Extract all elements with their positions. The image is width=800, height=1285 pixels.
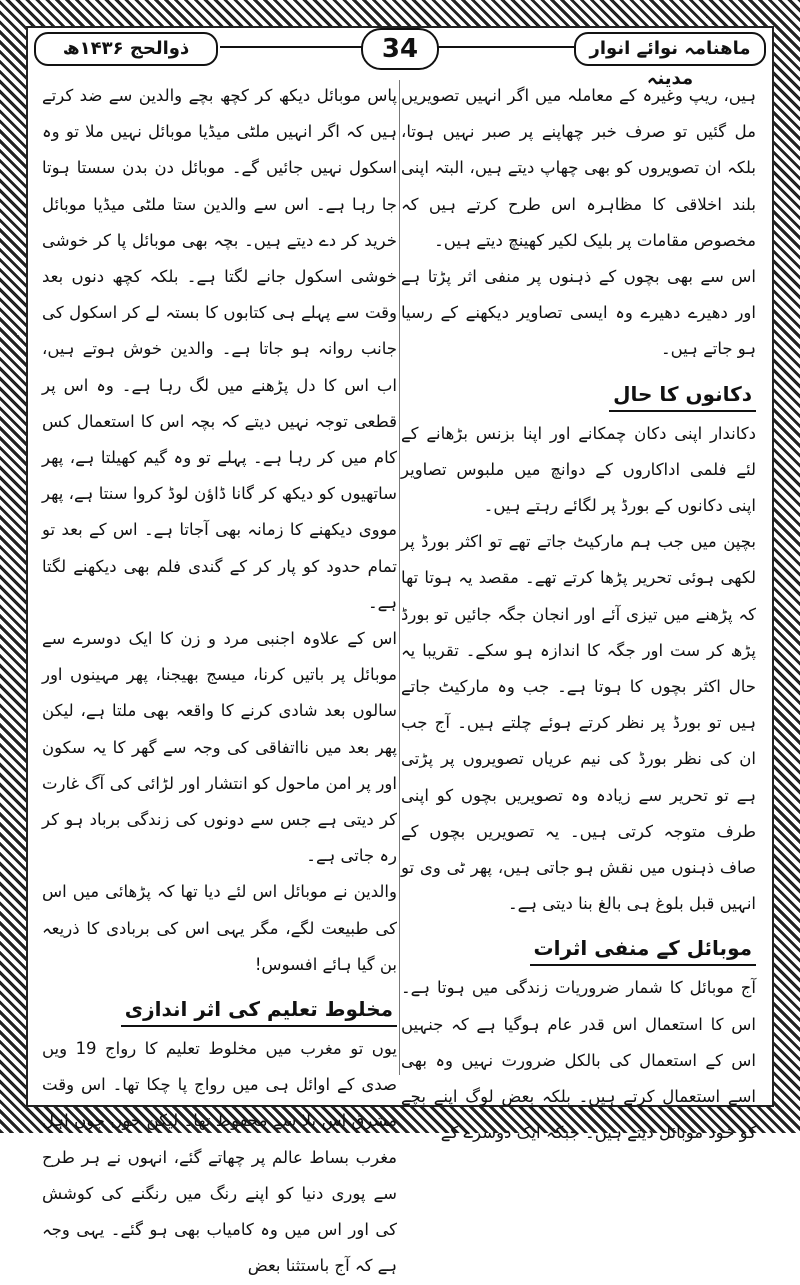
paragraph: والدین نے موبائل اس لئے دیا تھا کہ پڑھائی میں اس کی طبیعت لگے، مگر یہی اس کی بربادی کا ذریعہ بن گیا ہائے افسوس!	[42, 882, 397, 974]
section-heading: موبائل کے منفی اثرات	[530, 932, 756, 966]
paragraph: اس سے بھی بچوں کے ذہنوں پر منفی اثر پڑتا ہے اور دھیرے دھیرے وہ ایسی تصاویر دیکھنے کے رسیا ہو جاتے ہیں۔	[401, 267, 756, 359]
column-divider	[399, 80, 400, 1075]
paragraph: بچپن میں جب ہم مارکیٹ جاتے تھے تو اکثر بورڈ پر لکھی ہوئی تحریر پڑھا کرتے تھے۔ مقصد یہ ہوتا تھا کہ پڑھنے میں تیزی آئے اور انجان جگہ جائیں تو بورڈ پڑھ کر ست اور جگہ کا اندازہ ہو سکے۔ تقریبا یہ حال اکثر بچوں کا ہوتا ہے۔ جب وہ مارکیٹ جاتے ہیں تو بورڈ پر نظر کرتے ہوئے چلتے ہیں۔ آج جب ان کی نظر بورڈ کی نیم عریاں تصویروں پر پڑتی ہے تو تحریر سے زیادہ وہ تصویریں بچوں کو اپنی طرف متوجہ کرتی ہیں۔ یہ تصویریں بچوں کے صاف ذہنوں میں نقش ہو جاتی ہیں، پھر ٹی وی تو انہیں قبل بلوغ ہی بالغ بنا دیتی ہے۔	[401, 532, 756, 914]
page-number: 34	[361, 28, 439, 70]
page-header	[30, 28, 770, 89]
paragraph: آج موبائل کا شمار ضروریات زندگی میں ہوتا ہے۔ اس کا استعمال اس قدر عام ہوگیا ہے کہ جنہیں اس کے استعمال کی بالکل ضرورت نہیں وہ بھی اسے استعمال کرتے ہیں۔ بلکہ بعض لوگ اپنے بچے کو خود موبائل دیتے ہیں۔ جبکہ ایک دوسرے کے	[401, 978, 756, 1143]
paragraph: پاس موبائل دیکھ کر کچھ بچے والدین سے ضد کرتے ہیں کہ اگر انہیں ملٹی میڈیا موبائل نہیں ملا تو وہ اسکول نہیں جائیں گے۔ موبائل دن بدن سستا ہوتا جا رہا ہے۔ اس سے والدین ستا ملٹی میڈیا موبائل خرید کر دے دیتے ہیں۔ بچہ بھی موبائل پا کر خوشی خوشی اسکول جانے لگتا ہے۔ بلکہ کچھ دنوں بعد وقت سے پہلے ہی کتابوں کا بستہ لے کر اسکول کی جانب روانہ ہو جاتا ہے۔ والدین خوش ہوتے ہیں، اب اس کا دل پڑھنے میں لگ رہا ہے۔ وہ اس پر قطعی توجہ نہیں دیتے کہ بچہ اس کا استعمال کس کام میں کر رہا ہے۔ پہلے تو وہ گیم کھیلتا ہے، پھر ساتھیوں کو دیکھ کر گانا ڈاؤن لوڈ کروا سنتا ہے، پھر مووی دیکھنے کا زمانہ بھی آجاتا ہے۔ اس کے بعد تو تمام حدود کو پار کر کے گندی فلم بھی دیکھنے لگتا ہے۔	[42, 86, 397, 612]
magazine-title: ماھنامہ نوائے انوار مدینہ	[574, 32, 766, 66]
section-heading: دکانوں کا حال	[609, 378, 756, 412]
paragraph: دکاندار اپنی دکان چمکانے اور اپنا بزنس بڑھانے کے لئے فلمی اداکاروں کے دوانچ میں ملبوس تصاویر اپنی دکانوں کے بورڈ پر لگائے رہتے ہیں۔	[401, 423, 756, 516]
right-column	[401, 78, 756, 1143]
issue-date: ذوالحج ۱۴۳۶ھ	[34, 32, 218, 66]
paragraph: اس کے علاوہ اجنبی مرد و زن کا ایک دوسرے سے موبائل پر باتیں کرنا، میسج بھیجنا، پھر مہینوں اور سالوں بعد شادی کرنے کا واقعہ بھی ملتا ہے، لیکن پھر بعد میں نااتفاقی کی وجہ سے گھر کا یہ سکون اور پر امن ماحول کو انتشار اور لڑائی کی آگ غارت کر دیتی ہے جس سے دونوں کی زندگی برباد ہو کر رہ جاتی ہے۔	[42, 629, 397, 866]
left-column	[42, 78, 397, 1276]
paragraph: یوں تو مغرب میں مخلوط تعلیم کا رواج 19 ویں صدی کے اوائل ہی میں رواج پا چکا تھا۔ اس وقت مشرق اس بلا سے محفوظ تھا۔ لیکن جوں جوں اہل مغرب بساط عالم پر چھاتے گئے، انہوں نے ہر طرح سے پوری دنیا کو اپنے رنگ میں رنگنے کی کوشش کی اور اس میں وہ کامیاب بھی ہو گئے۔ یہی وجہ ہے کہ آج باستثنا بعض	[42, 1039, 397, 1276]
section-heading: مخلوط تعلیم کی اثر اندازی	[121, 993, 397, 1027]
paragraph: ہیں، ریپ وغیرہ کے معاملہ میں اگر انہیں تصویریں مل گئیں تو صرف خبر چھاپنے پر صبر نہیں ہوتا، بلکہ ان تصویروں کو بھی چھاپ دیتے ہیں، البتہ اپنی بلند اخلاقی کا مظاہرہ اس طرح کرتے ہیں کہ مخصوص مقامات پر بلیک لکیر کھینچ دیتے ہیں۔	[401, 86, 756, 250]
